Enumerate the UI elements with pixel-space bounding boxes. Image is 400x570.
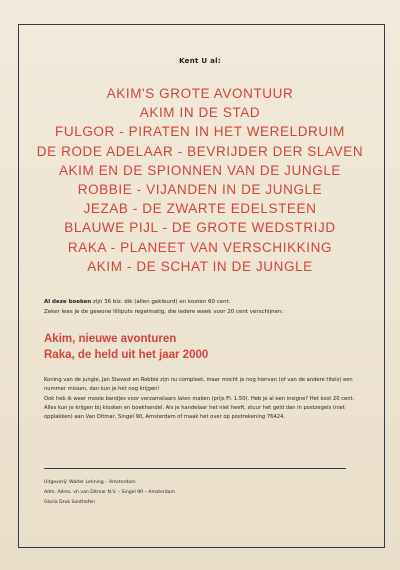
promo-line: Akim, nieuwe avonturen [44, 333, 177, 345]
info-paragraph: Alles kun je krijgen bij kiosken en boekhandel. Als je handelaar het niet heeft, stuur het geld dan in postzegels (niet opplakken) aan Van Ditmar, Singel 90, Amsterdam of maak het over op postrekening 76424. [44, 404, 345, 421]
colophon [44, 478, 175, 508]
promo-line: Raka, de held uit het jaar 2000 [44, 349, 209, 361]
title-item: AKIM IN DE STAD [139, 105, 261, 121]
title-item: AKIM EN DE SPIONNEN VAN DE JUNGLE [58, 162, 342, 178]
ordering-info [44, 376, 366, 422]
colophon-line: Adm. Adres. vh van Ditmar N.V. – Singel 90 – Amsterdam [44, 490, 175, 495]
title-item: ROBBIE - VIJANDEN IN DE JUNGLE [77, 181, 323, 197]
info-paragraph: Koning van de jungle, Jan Stavast en Robbie zijn nu compleet, maar mocht je nog hiervan (of van de andere titels) een nummer missen, dan kun je het nog krijgen! [44, 377, 353, 393]
price-info-line [44, 297, 364, 307]
title-item: AKIM'S GROTE AVONTUUR [106, 86, 294, 101]
title-list [0, 84, 400, 276]
title-item: JEZAB - DE ZWARTE EDELSTEEN [83, 201, 317, 217]
price-info-text: zijn 36 blz. dik (allen gekleurd) en kosten 60 cent. [92, 299, 231, 305]
title-item: DE RODE ADELAAR - BEVRIJDER DER SLAVEN [36, 143, 364, 159]
colophon-line: Uitgeverij: Walter Lehning – Amsterdam [44, 480, 136, 485]
title-item: FULGOR - PIRATEN IN HET WERELDRUIM [55, 124, 345, 140]
info-paragraph: Ook heb ik weer mooie bandjes voor verzamelaars laten maken (prijs Fl. 1.50). Heb je al een insigne? Het kost 20 cent. [44, 395, 355, 402]
divider [44, 468, 346, 469]
title-item: BLAUWE PIJL - DE GROTE WEDSTRIJD [64, 220, 336, 236]
promo-block [44, 331, 208, 363]
title-item: AKIM - DE SCHAT IN DE JUNGLE [87, 258, 313, 274]
price-info-bold-lead: Al deze boeken [44, 299, 92, 305]
colophon-line: Gloria Druk Sonthofen [44, 500, 96, 505]
intro-heading: Kent U al: [179, 57, 221, 65]
weekly-info-line: Zeker lees je de gewone lilliputs regelmatig, die iedere week voor 20 cent verschijnen: [44, 309, 284, 315]
title-item: RAKA - PLANEET VAN VERSCHIKKING [67, 239, 333, 255]
price-info [44, 297, 364, 317]
